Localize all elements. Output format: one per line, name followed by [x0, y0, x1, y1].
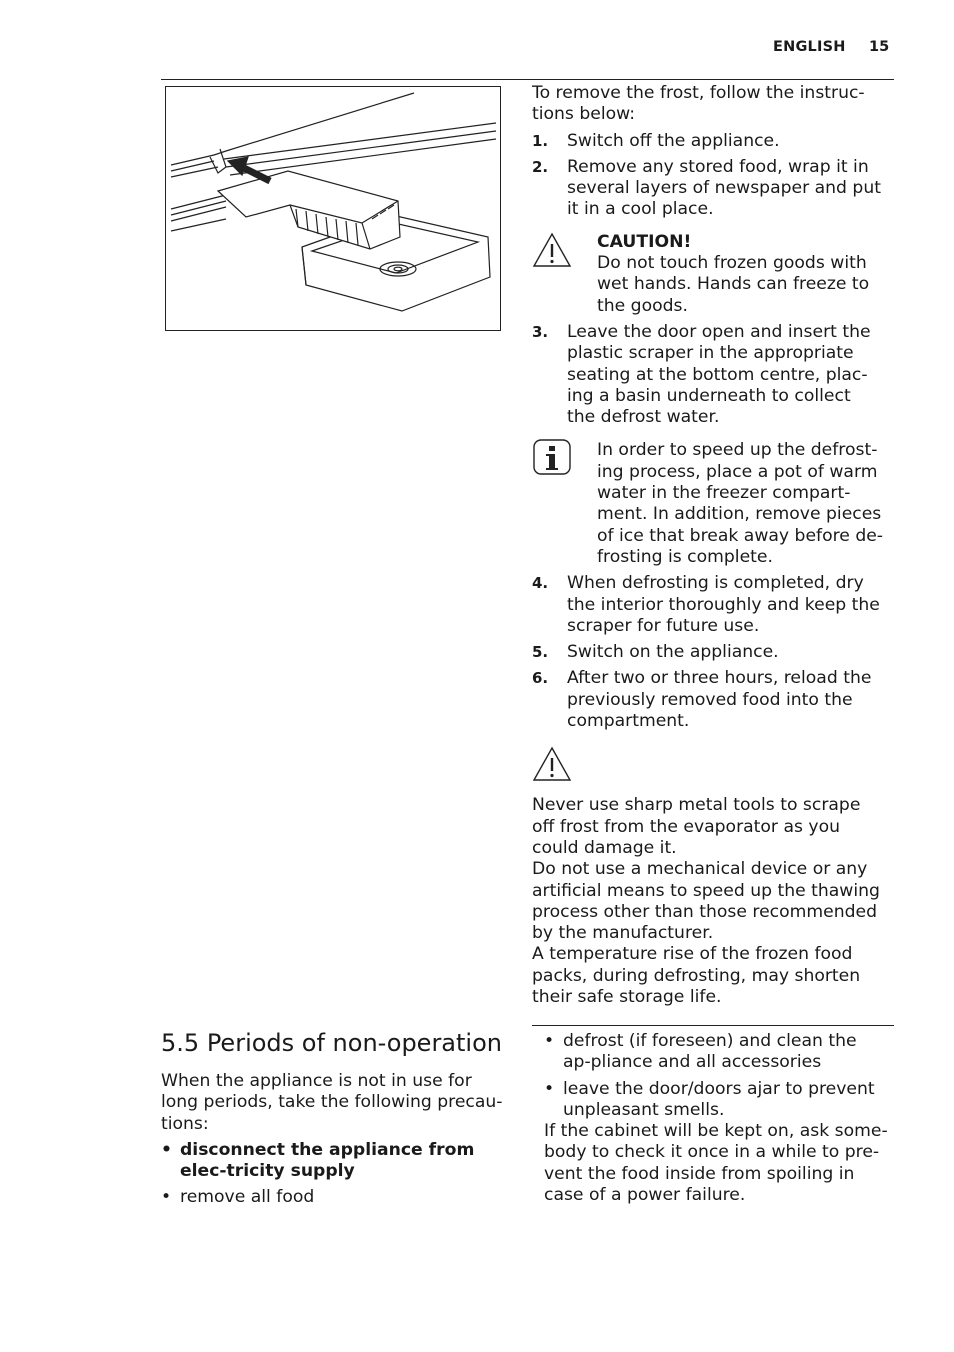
bullet-item	[544, 1079, 889, 1122]
section-intro: When the appliance is not in use for long periods, take the following precau-tions:	[161, 1071, 503, 1134]
warning-line: A temperature rise of the frozen food packs, during defrosting, may shorten their safe storage life.	[532, 944, 861, 1007]
step-1	[532, 131, 884, 152]
bullet-dot: •	[544, 1078, 555, 1099]
info-icon	[532, 438, 572, 482]
step-5	[532, 642, 884, 663]
bullet-text: disconnect the appliance from elec-tricity supply	[180, 1139, 475, 1182]
step-text: Switch off the appliance.	[567, 130, 780, 151]
header-language: ENGLISH	[773, 39, 846, 55]
section-title: Periods of non-operation	[206, 1029, 502, 1057]
step-number: 6.	[532, 669, 549, 688]
section-closing: If the cabinet will be kept on, ask some-body to check it once in a while to pre-vent the food inside from spoiling in case of a power failure.	[544, 1121, 888, 1206]
bullet-text: defrost (if foreseen) and clean the ap-pliance and all accessories	[563, 1031, 857, 1073]
bullet-dot: •	[544, 1031, 555, 1051]
bullet-item	[161, 1187, 506, 1208]
bullet-text: leave the door/doors ajar to prevent unpleasant smells.	[563, 1078, 875, 1120]
defrost-scraper-illustration	[165, 86, 501, 331]
step-3	[532, 322, 884, 428]
step-2	[532, 157, 884, 221]
step-text: Leave the door open and insert the plastic scraper in the appropriate seating at the bottom centre, plac-ing a basin underneath to collect the defrost water.	[567, 321, 871, 428]
bullet-text: remove all food	[180, 1187, 315, 1208]
step-number: 4.	[532, 574, 549, 593]
bullet-dot: •	[161, 1187, 172, 1208]
warning-triangle-icon	[532, 746, 884, 786]
warning-triangle-icon	[532, 232, 572, 274]
header-rule	[161, 79, 894, 80]
defrost-intro: To remove the frost, follow the instruc-tions below:	[532, 83, 865, 125]
caution-notice	[532, 232, 884, 317]
warning-line: Never use sharp metal tools to scrape off frost from the evaporator as you could damage it.	[532, 795, 861, 858]
non-operation-right-column	[544, 1031, 889, 1206]
caution-title: CAUTION!	[597, 231, 692, 252]
bullet-item	[161, 1140, 506, 1183]
step-text: When defrosting is completed, dry the interior thoroughly and keep the scraper for future use.	[567, 573, 880, 636]
defrost-instructions	[532, 83, 884, 1008]
info-text: In order to speed up the defrost-ing process, place a pot of warm water in the freezer compart-ment. In addition, remove pieces of ice that break away before de-frosting is complete.	[597, 440, 884, 567]
caution-text: Do not touch frozen goods with wet hands. Hands can freeze to the goods.	[597, 253, 870, 316]
bullet-item	[544, 1031, 889, 1074]
section-number: 5.5	[161, 1029, 200, 1057]
warning-line: Do not use a mechanical device or any artificial means to speed up the thawing process other than those recommended by the manufacturer.	[532, 859, 880, 944]
step-4	[532, 573, 884, 637]
info-notice	[532, 440, 884, 568]
step-text: Remove any stored food, wrap it in several layers of newspaper and put it in a cool place.	[567, 156, 881, 220]
step-number: 2.	[532, 157, 549, 176]
bullet-dot: •	[161, 1139, 172, 1160]
step-number: 3.	[532, 322, 549, 341]
step-6	[532, 668, 884, 732]
warning-notice	[532, 746, 884, 1008]
step-text: After two or three hours, reload the previously removed food into the compartment.	[567, 668, 872, 732]
section-heading	[161, 1026, 502, 1060]
warning-text	[532, 795, 884, 1008]
page-number: 15	[869, 39, 890, 55]
non-operation-left-column	[161, 1071, 506, 1209]
step-number: 1.	[532, 131, 549, 150]
section-rule	[532, 1025, 894, 1026]
step-text: Switch on the appliance.	[567, 642, 779, 663]
step-number: 5.	[532, 643, 549, 662]
